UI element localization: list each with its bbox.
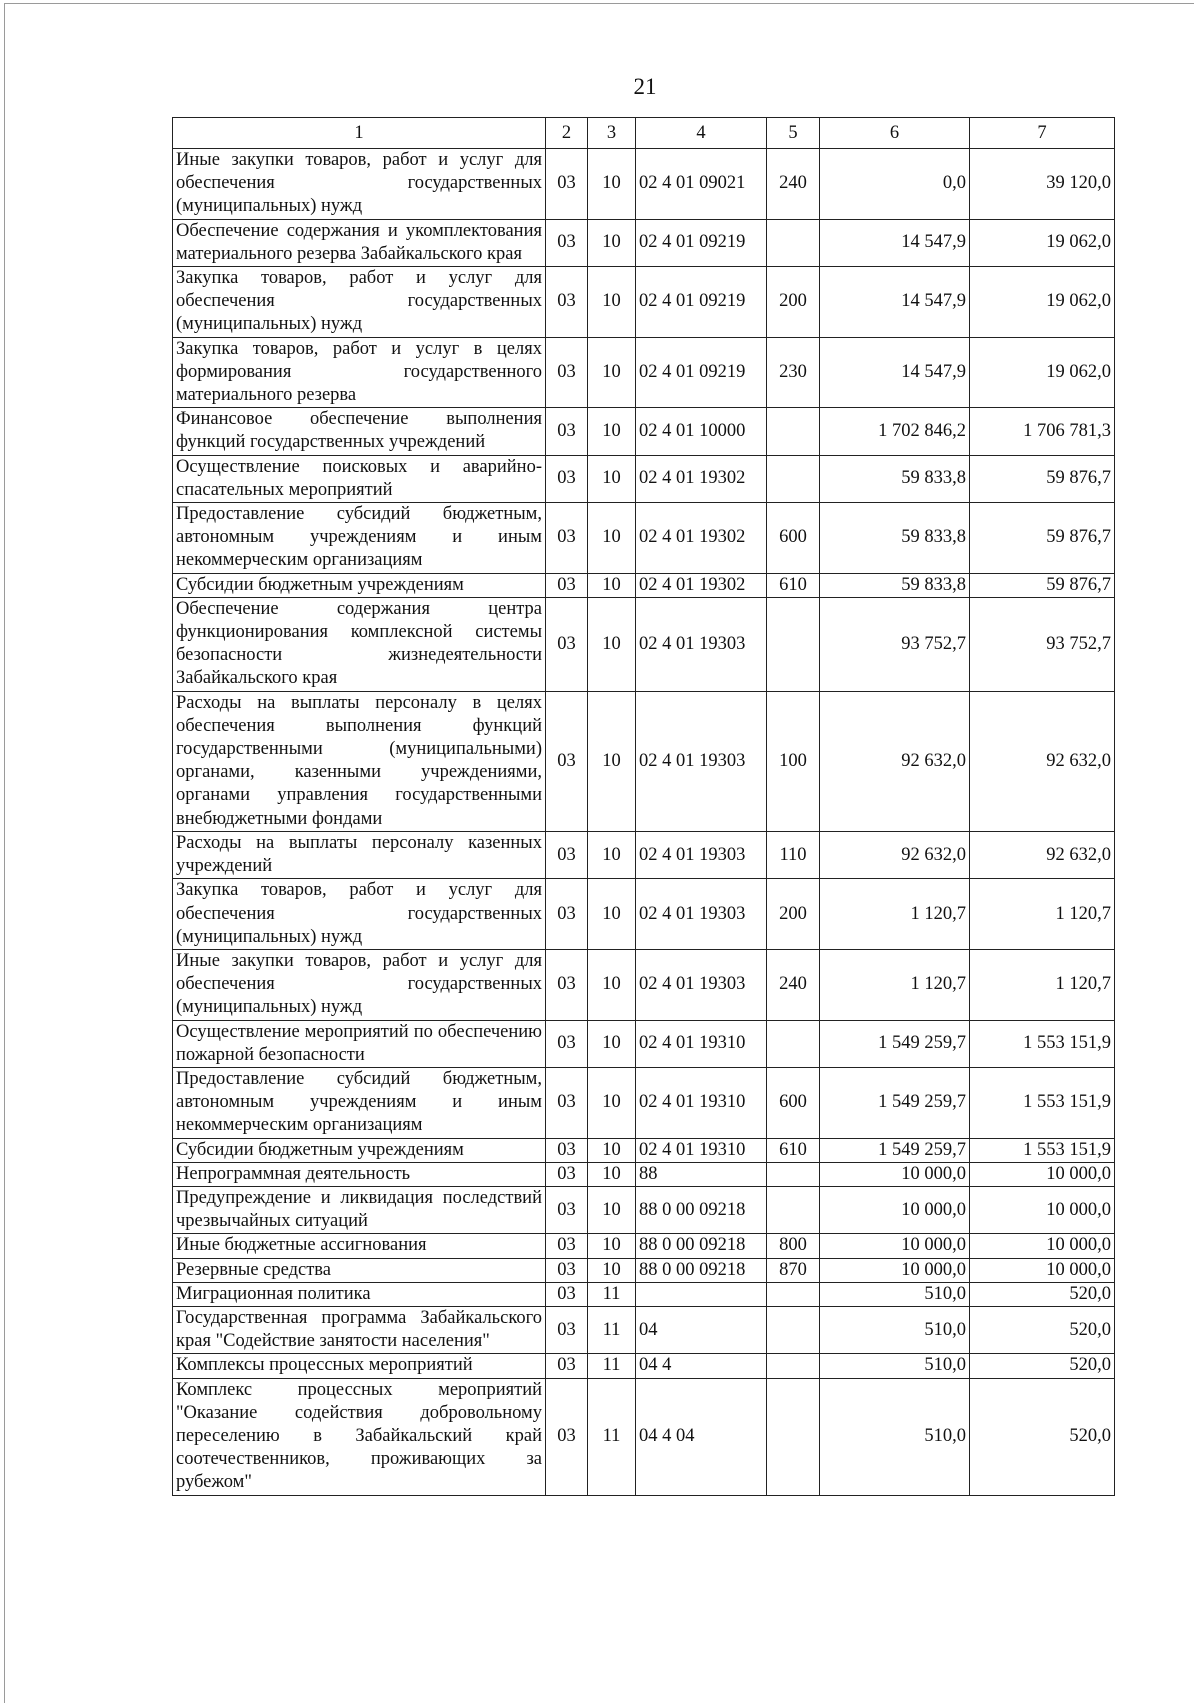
section-code-cell: 03 [546, 831, 588, 878]
table-row [173, 408, 1115, 455]
expense-type-cell: 800 [767, 1234, 820, 1258]
expense-type-cell: 870 [767, 1258, 820, 1282]
subsection-code-cell: 10 [588, 267, 636, 338]
amount-year1-cell: 14 547,9 [820, 337, 970, 408]
amount-year1-cell: 10 000,0 [820, 1234, 970, 1258]
target-article-cell: 04 4 04 [636, 1378, 767, 1495]
expense-type-cell [767, 1306, 820, 1353]
row-name-cell: Непрограммная деятельность [173, 1162, 546, 1186]
table-row [173, 149, 1115, 220]
section-code-cell: 03 [546, 219, 588, 266]
expense-type-cell [767, 1020, 820, 1067]
table-row [173, 1306, 1115, 1353]
target-article-cell: 02 4 01 19303 [636, 879, 767, 950]
amount-year2-cell: 39 120,0 [970, 149, 1115, 220]
subsection-code-cell: 10 [588, 1234, 636, 1258]
subsection-code-cell: 10 [588, 1067, 636, 1138]
section-code-cell: 03 [546, 1354, 588, 1378]
table-row [173, 1354, 1115, 1378]
row-name-cell: Закупка товаров, работ и услуг для обеспечения государственных (муниципальных) нужд [173, 879, 546, 950]
amount-year2-cell: 1 553 151,9 [970, 1020, 1115, 1067]
target-article-cell: 02 4 01 09219 [636, 219, 767, 266]
expense-type-cell [767, 1186, 820, 1233]
table-row [173, 1258, 1115, 1282]
budget-table [172, 117, 1115, 1496]
target-article-cell: 02 4 01 19302 [636, 503, 767, 574]
amount-year2-cell: 19 062,0 [970, 337, 1115, 408]
target-article-cell: 04 4 [636, 1354, 767, 1378]
table-row [173, 1020, 1115, 1067]
table-row [173, 1282, 1115, 1306]
expense-type-cell [767, 1378, 820, 1495]
expense-type-cell: 240 [767, 149, 820, 220]
row-name-cell: Комплекс процессных мероприятий "Оказание содействия добровольному переселению в Забайкальский край соотечественников, проживающих за рубежом" [173, 1378, 546, 1495]
table-row [173, 1234, 1115, 1258]
amount-year1-cell: 510,0 [820, 1306, 970, 1353]
amount-year1-cell: 510,0 [820, 1282, 970, 1306]
amount-year1-cell: 10 000,0 [820, 1162, 970, 1186]
expense-type-cell: 200 [767, 879, 820, 950]
page-number: 21 [633, 74, 657, 99]
row-name-cell: Комплексы процессных мероприятий [173, 1354, 546, 1378]
amount-year2-cell: 520,0 [970, 1354, 1115, 1378]
subsection-code-cell: 11 [588, 1306, 636, 1353]
amount-year1-cell: 14 547,9 [820, 267, 970, 338]
expense-type-cell: 240 [767, 949, 820, 1020]
subsection-code-cell: 10 [588, 219, 636, 266]
table-row [173, 949, 1115, 1020]
expense-type-cell [767, 1282, 820, 1306]
column-header: 5 [767, 118, 820, 149]
table-header-row [173, 118, 1115, 149]
subsection-code-cell: 10 [588, 149, 636, 220]
target-article-cell: 88 0 00 09218 [636, 1186, 767, 1233]
table-row [173, 831, 1115, 878]
row-name-cell: Предоставление субсидий бюджетным, автономным учреждениям и иным некоммерческим организациям [173, 503, 546, 574]
section-code-cell: 03 [546, 1306, 588, 1353]
target-article-cell: 02 4 01 19310 [636, 1138, 767, 1162]
section-code-cell: 03 [546, 408, 588, 455]
row-name-cell: Расходы на выплаты персоналу казенных учреждений [173, 831, 546, 878]
section-code-cell: 03 [546, 597, 588, 691]
amount-year2-cell: 59 876,7 [970, 503, 1115, 574]
column-header: 4 [636, 118, 767, 149]
column-header: 7 [970, 118, 1115, 149]
amount-year1-cell: 510,0 [820, 1354, 970, 1378]
expense-type-cell: 610 [767, 1138, 820, 1162]
section-code-cell: 03 [546, 1067, 588, 1138]
amount-year2-cell: 10 000,0 [970, 1186, 1115, 1233]
amount-year1-cell: 59 833,8 [820, 573, 970, 597]
target-article-cell: 02 4 01 19303 [636, 831, 767, 878]
table-row [173, 1186, 1115, 1233]
expense-type-cell: 600 [767, 503, 820, 574]
subsection-code-cell: 10 [588, 831, 636, 878]
amount-year1-cell: 1 120,7 [820, 949, 970, 1020]
table-row [173, 573, 1115, 597]
target-article-cell: 88 0 00 09218 [636, 1258, 767, 1282]
amount-year1-cell: 1 120,7 [820, 879, 970, 950]
target-article-cell: 02 4 01 19303 [636, 597, 767, 691]
section-code-cell: 03 [546, 879, 588, 950]
subsection-code-cell: 10 [588, 1020, 636, 1067]
section-code-cell: 03 [546, 1234, 588, 1258]
section-code-cell: 03 [546, 1378, 588, 1495]
amount-year1-cell: 59 833,8 [820, 455, 970, 502]
subsection-code-cell: 11 [588, 1282, 636, 1306]
section-code-cell: 03 [546, 1162, 588, 1186]
amount-year1-cell: 510,0 [820, 1378, 970, 1495]
amount-year2-cell: 19 062,0 [970, 219, 1115, 266]
target-article-cell: 02 4 01 09219 [636, 267, 767, 338]
section-code-cell: 03 [546, 573, 588, 597]
expense-type-cell: 110 [767, 831, 820, 878]
subsection-code-cell: 10 [588, 1258, 636, 1282]
table-row [173, 1138, 1115, 1162]
row-name-cell: Закупка товаров, работ и услуг для обеспечения государственных (муниципальных) нужд [173, 267, 546, 338]
expense-type-cell [767, 597, 820, 691]
amount-year2-cell: 1 553 151,9 [970, 1067, 1115, 1138]
expense-type-cell: 100 [767, 691, 820, 831]
target-article-cell: 02 4 01 09219 [636, 337, 767, 408]
amount-year2-cell: 10 000,0 [970, 1234, 1115, 1258]
row-name-cell: Предупреждение и ликвидация последствий чрезвычайных ситуаций [173, 1186, 546, 1233]
target-article-cell: 02 4 01 10000 [636, 408, 767, 455]
expense-type-cell [767, 219, 820, 266]
amount-year2-cell: 520,0 [970, 1282, 1115, 1306]
target-article-cell: 04 [636, 1306, 767, 1353]
row-name-cell: Обеспечение содержания и укомплектования материального резерва Забайкальского края [173, 219, 546, 266]
section-code-cell: 03 [546, 1258, 588, 1282]
amount-year2-cell: 1 706 781,3 [970, 408, 1115, 455]
expense-type-cell: 600 [767, 1067, 820, 1138]
target-article-cell: 02 4 01 19303 [636, 949, 767, 1020]
target-article-cell: 02 4 01 09021 [636, 149, 767, 220]
amount-year1-cell: 1 702 846,2 [820, 408, 970, 455]
row-name-cell: Осуществление мероприятий по обеспечению пожарной безопасности [173, 1020, 546, 1067]
target-article-cell: 88 [636, 1162, 767, 1186]
section-code-cell: 03 [546, 149, 588, 220]
amount-year1-cell: 92 632,0 [820, 691, 970, 831]
amount-year1-cell: 1 549 259,7 [820, 1138, 970, 1162]
target-article-cell [636, 1282, 767, 1306]
subsection-code-cell: 10 [588, 1186, 636, 1233]
amount-year2-cell: 59 876,7 [970, 455, 1115, 502]
expense-type-cell [767, 1162, 820, 1186]
subsection-code-cell: 11 [588, 1378, 636, 1495]
amount-year1-cell: 1 549 259,7 [820, 1067, 970, 1138]
amount-year1-cell: 0,0 [820, 149, 970, 220]
table-row [173, 1067, 1115, 1138]
row-name-cell: Иные закупки товаров, работ и услуг для обеспечения государственных (муниципальных) нужд [173, 149, 546, 220]
row-name-cell: Финансовое обеспечение выполнения функций государственных учреждений [173, 408, 546, 455]
subsection-code-cell: 10 [588, 1138, 636, 1162]
row-name-cell: Субсидии бюджетным учреждениям [173, 573, 546, 597]
subsection-code-cell: 10 [588, 949, 636, 1020]
target-article-cell: 02 4 01 19302 [636, 573, 767, 597]
amount-year2-cell: 1 120,7 [970, 949, 1115, 1020]
row-name-cell: Закупка товаров, работ и услуг в целях формирования государственного материального резерва [173, 337, 546, 408]
amount-year1-cell: 93 752,7 [820, 597, 970, 691]
column-header: 6 [820, 118, 970, 149]
target-article-cell: 88 0 00 09218 [636, 1234, 767, 1258]
row-name-cell: Государственная программа Забайкальского края "Содействие занятости населения" [173, 1306, 546, 1353]
section-code-cell: 03 [546, 691, 588, 831]
subsection-code-cell: 10 [588, 879, 636, 950]
row-name-cell: Предоставление субсидий бюджетным, автономным учреждениям и иным некоммерческим организациям [173, 1067, 546, 1138]
table-row [173, 691, 1115, 831]
table-row [173, 1378, 1115, 1495]
target-article-cell: 02 4 01 19303 [636, 691, 767, 831]
amount-year2-cell: 93 752,7 [970, 597, 1115, 691]
amount-year2-cell: 59 876,7 [970, 573, 1115, 597]
subsection-code-cell: 10 [588, 408, 636, 455]
amount-year1-cell: 10 000,0 [820, 1186, 970, 1233]
row-name-cell: Осуществление поисковых и аварийно-спасательных мероприятий [173, 455, 546, 502]
target-article-cell: 02 4 01 19302 [636, 455, 767, 502]
table-row [173, 1162, 1115, 1186]
subsection-code-cell: 10 [588, 337, 636, 408]
target-article-cell: 02 4 01 19310 [636, 1067, 767, 1138]
table-row [173, 503, 1115, 574]
column-header: 2 [546, 118, 588, 149]
section-code-cell: 03 [546, 337, 588, 408]
expense-type-cell: 230 [767, 337, 820, 408]
expense-type-cell [767, 1354, 820, 1378]
section-code-cell: 03 [546, 455, 588, 502]
amount-year2-cell: 92 632,0 [970, 831, 1115, 878]
amount-year2-cell: 92 632,0 [970, 691, 1115, 831]
row-name-cell: Иные бюджетные ассигнования [173, 1234, 546, 1258]
amount-year2-cell: 520,0 [970, 1378, 1115, 1495]
section-code-cell: 03 [546, 1186, 588, 1233]
amount-year2-cell: 10 000,0 [970, 1258, 1115, 1282]
row-name-cell: Обеспечение содержания центра функционирования комплексной системы безопасности жизнедеятельности Забайкальского края [173, 597, 546, 691]
expense-type-cell [767, 455, 820, 502]
column-header: 1 [173, 118, 546, 149]
amount-year2-cell: 1 120,7 [970, 879, 1115, 950]
amount-year1-cell: 10 000,0 [820, 1258, 970, 1282]
row-name-cell: Субсидии бюджетным учреждениям [173, 1138, 546, 1162]
subsection-code-cell: 11 [588, 1354, 636, 1378]
amount-year1-cell: 14 547,9 [820, 219, 970, 266]
table-row [173, 597, 1115, 691]
expense-type-cell: 200 [767, 267, 820, 338]
amount-year1-cell: 92 632,0 [820, 831, 970, 878]
column-header: 3 [588, 118, 636, 149]
subsection-code-cell: 10 [588, 455, 636, 502]
section-code-cell: 03 [546, 1282, 588, 1306]
row-name-cell: Миграционная политика [173, 1282, 546, 1306]
table-row [173, 219, 1115, 266]
target-article-cell: 02 4 01 19310 [636, 1020, 767, 1067]
subsection-code-cell: 10 [588, 503, 636, 574]
amount-year1-cell: 59 833,8 [820, 503, 970, 574]
amount-year1-cell: 1 549 259,7 [820, 1020, 970, 1067]
subsection-code-cell: 10 [588, 1162, 636, 1186]
section-code-cell: 03 [546, 949, 588, 1020]
row-name-cell: Расходы на выплаты персоналу в целях обеспечения выполнения функций государственными (муниципальными) органами, казенными учреждениями, органами управления государственными внебюджетными фондами [173, 691, 546, 831]
section-code-cell: 03 [546, 1138, 588, 1162]
expense-type-cell [767, 408, 820, 455]
table-row [173, 879, 1115, 950]
table-row [173, 337, 1115, 408]
amount-year2-cell: 19 062,0 [970, 267, 1115, 338]
section-code-cell: 03 [546, 1020, 588, 1067]
row-name-cell: Резервные средства [173, 1258, 546, 1282]
subsection-code-cell: 10 [588, 691, 636, 831]
row-name-cell: Иные закупки товаров, работ и услуг для обеспечения государственных (муниципальных) нужд [173, 949, 546, 1020]
subsection-code-cell: 10 [588, 597, 636, 691]
table-row [173, 455, 1115, 502]
table-row [173, 267, 1115, 338]
section-code-cell: 03 [546, 267, 588, 338]
expense-type-cell: 610 [767, 573, 820, 597]
amount-year2-cell: 520,0 [970, 1306, 1115, 1353]
amount-year2-cell: 1 553 151,9 [970, 1138, 1115, 1162]
section-code-cell: 03 [546, 503, 588, 574]
subsection-code-cell: 10 [588, 573, 636, 597]
amount-year2-cell: 10 000,0 [970, 1162, 1115, 1186]
